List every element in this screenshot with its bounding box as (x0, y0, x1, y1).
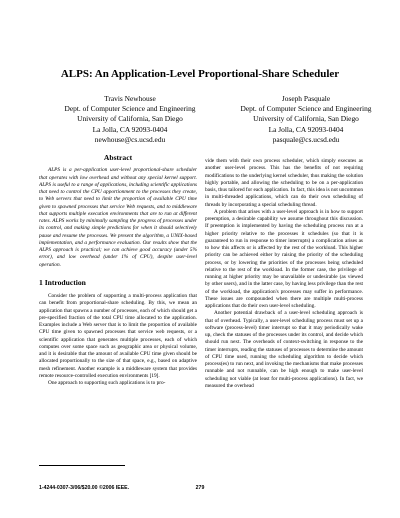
author-department: Dept. of Computer Science and Engineering (64, 104, 196, 114)
author-university: University of California, San Diego (77, 114, 183, 124)
section-heading-introduction: 1 Introduction (39, 277, 86, 287)
body-paragraph: A problem that arises with a user-level approach is in how to support preemption, a desirable capability we assume throughout this discussion. If preemption is implemented by having the scheduling process run at a higher priority relative to the processes it schedules (so that it is guaranteed to run in response to timer interrupts) a complication arises as to how this affects or is affected by the rest of the workload. This higher priority can be achieved either by raising the priority of the scheduling process, or by lowering the priorities of the processes being scheduled relative to the rest of the workload. In the former case, the privilege of running at higher priority may be unavailable or undesirable (as viewed by other users), and in the latter case, by having less privilege than the rest of the workload, the application's processes may suffer in performance. These issues are compounded when there are multiple multi-process applications that do their own user-level scheduling. (205, 208, 363, 309)
author-name: Joseph Pasquale (281, 94, 331, 103)
author-university: University of California, San Diego (253, 114, 359, 124)
abstract-text: ALPS is a per-application user-level proportional-share scheduler that operates with low overhead and without any special kernel support. ALPS is useful to a range of applications, including scientific applications that need to control the CPU apportionment to the processes they create, to Web servers that need to limit the proportion of available CPU time given to spawned processes that service Web requests, and to middleware that supports multiple execution environments that are to run at different rates. ALPS works by minimally sampling the progress of processes under its control, and making simple predictions for when it should selectively pause and resume the processes. We present the algorithm, a UNIX-based implementation, and a performance evaluation. Our results show that the ALPS approach is practical; we can achieve good accuracy (under 5% error), and low overhead (under 1% of CPU), despite user-level operation. (39, 167, 197, 268)
right-column (205, 158, 363, 468)
author-block-2 (216, 94, 396, 145)
author-email: pasquale@cs.ucsd.edu (272, 134, 340, 144)
body-paragraph: Another potential drawback of a user-level scheduling approach is that of overhead. Typically, a user-level scheduling process must set up a software (process-level) timer interrupt so that it may periodically wake up, check the statuses of the processes under its control, and decide which should run next. The overheads of context-switching in response to the timer interrupts, reading the statuses of processes to determine the amount of CPU time used, running the scheduling algorithm to decide which process(es) to run next, and invoking the mechanisms that make processes runnable and not runnable, can be high enough to make user-level scheduling not viable (at least for multi-process applications). In fact, we measured the overhead (205, 310, 363, 389)
paper-title: ALPS: An Application-Level Proportional-Share Scheduler (60, 68, 340, 80)
left-column (39, 154, 197, 464)
body-paragraph: vide them with their own process scheduler, which simply executes as another user-level process. This has the benefits of not requiring modifications to the underlying kernel scheduler, thus making the solution highly portable, and allowing the scheduling to be on a per-application basis, thus tailored for each application. In fact, this idea is not uncommon in multi-threaded applications, which can do their own scheduling of threads by incorporating a special scheduling thread. (205, 158, 363, 208)
author-city: La Jolla, CA 92093-0404 (268, 124, 344, 134)
body-paragraph: Consider the problem of supporting a multi-process application that can benefit from proportional-share scheduling. By this, we mean an application that spawns a number of processes, each of which should get a pre-specified fraction of the total CPU time allocated to the application. Examples include a Web server that is to limit the proportion of available CPU time given to spawned processes that service web requests, or a scientific application that generates multiple processes, each of which computes over some space such as geographic area or physical volume, and it is desirable that the amount of available CPU time given should be allocated proportionally to the size of that space, e.g., based on adaptive mesh refinement. Another example is a middleware system that provides remote resource-controlled execution environments [19]. (39, 293, 197, 379)
author-block-1 (40, 94, 220, 145)
author-email: newhouse@cs.ucsd.edu (94, 134, 166, 144)
author-name: Travis Newhouse (104, 94, 156, 103)
abstract-heading: Abstract (103, 154, 133, 162)
copyright-notice: 1-4244-0307-3/06/$20.00 ©2006 IEEE. (39, 485, 130, 491)
page-number: 279 (195, 485, 205, 491)
footnote-rule (39, 465, 125, 466)
author-city: La Jolla, CA 92093-0404 (92, 124, 168, 134)
body-paragraph: One approach to supporting such applications is to pro- (48, 380, 166, 386)
author-department: Dept. of Computer Science and Engineering (240, 104, 372, 114)
